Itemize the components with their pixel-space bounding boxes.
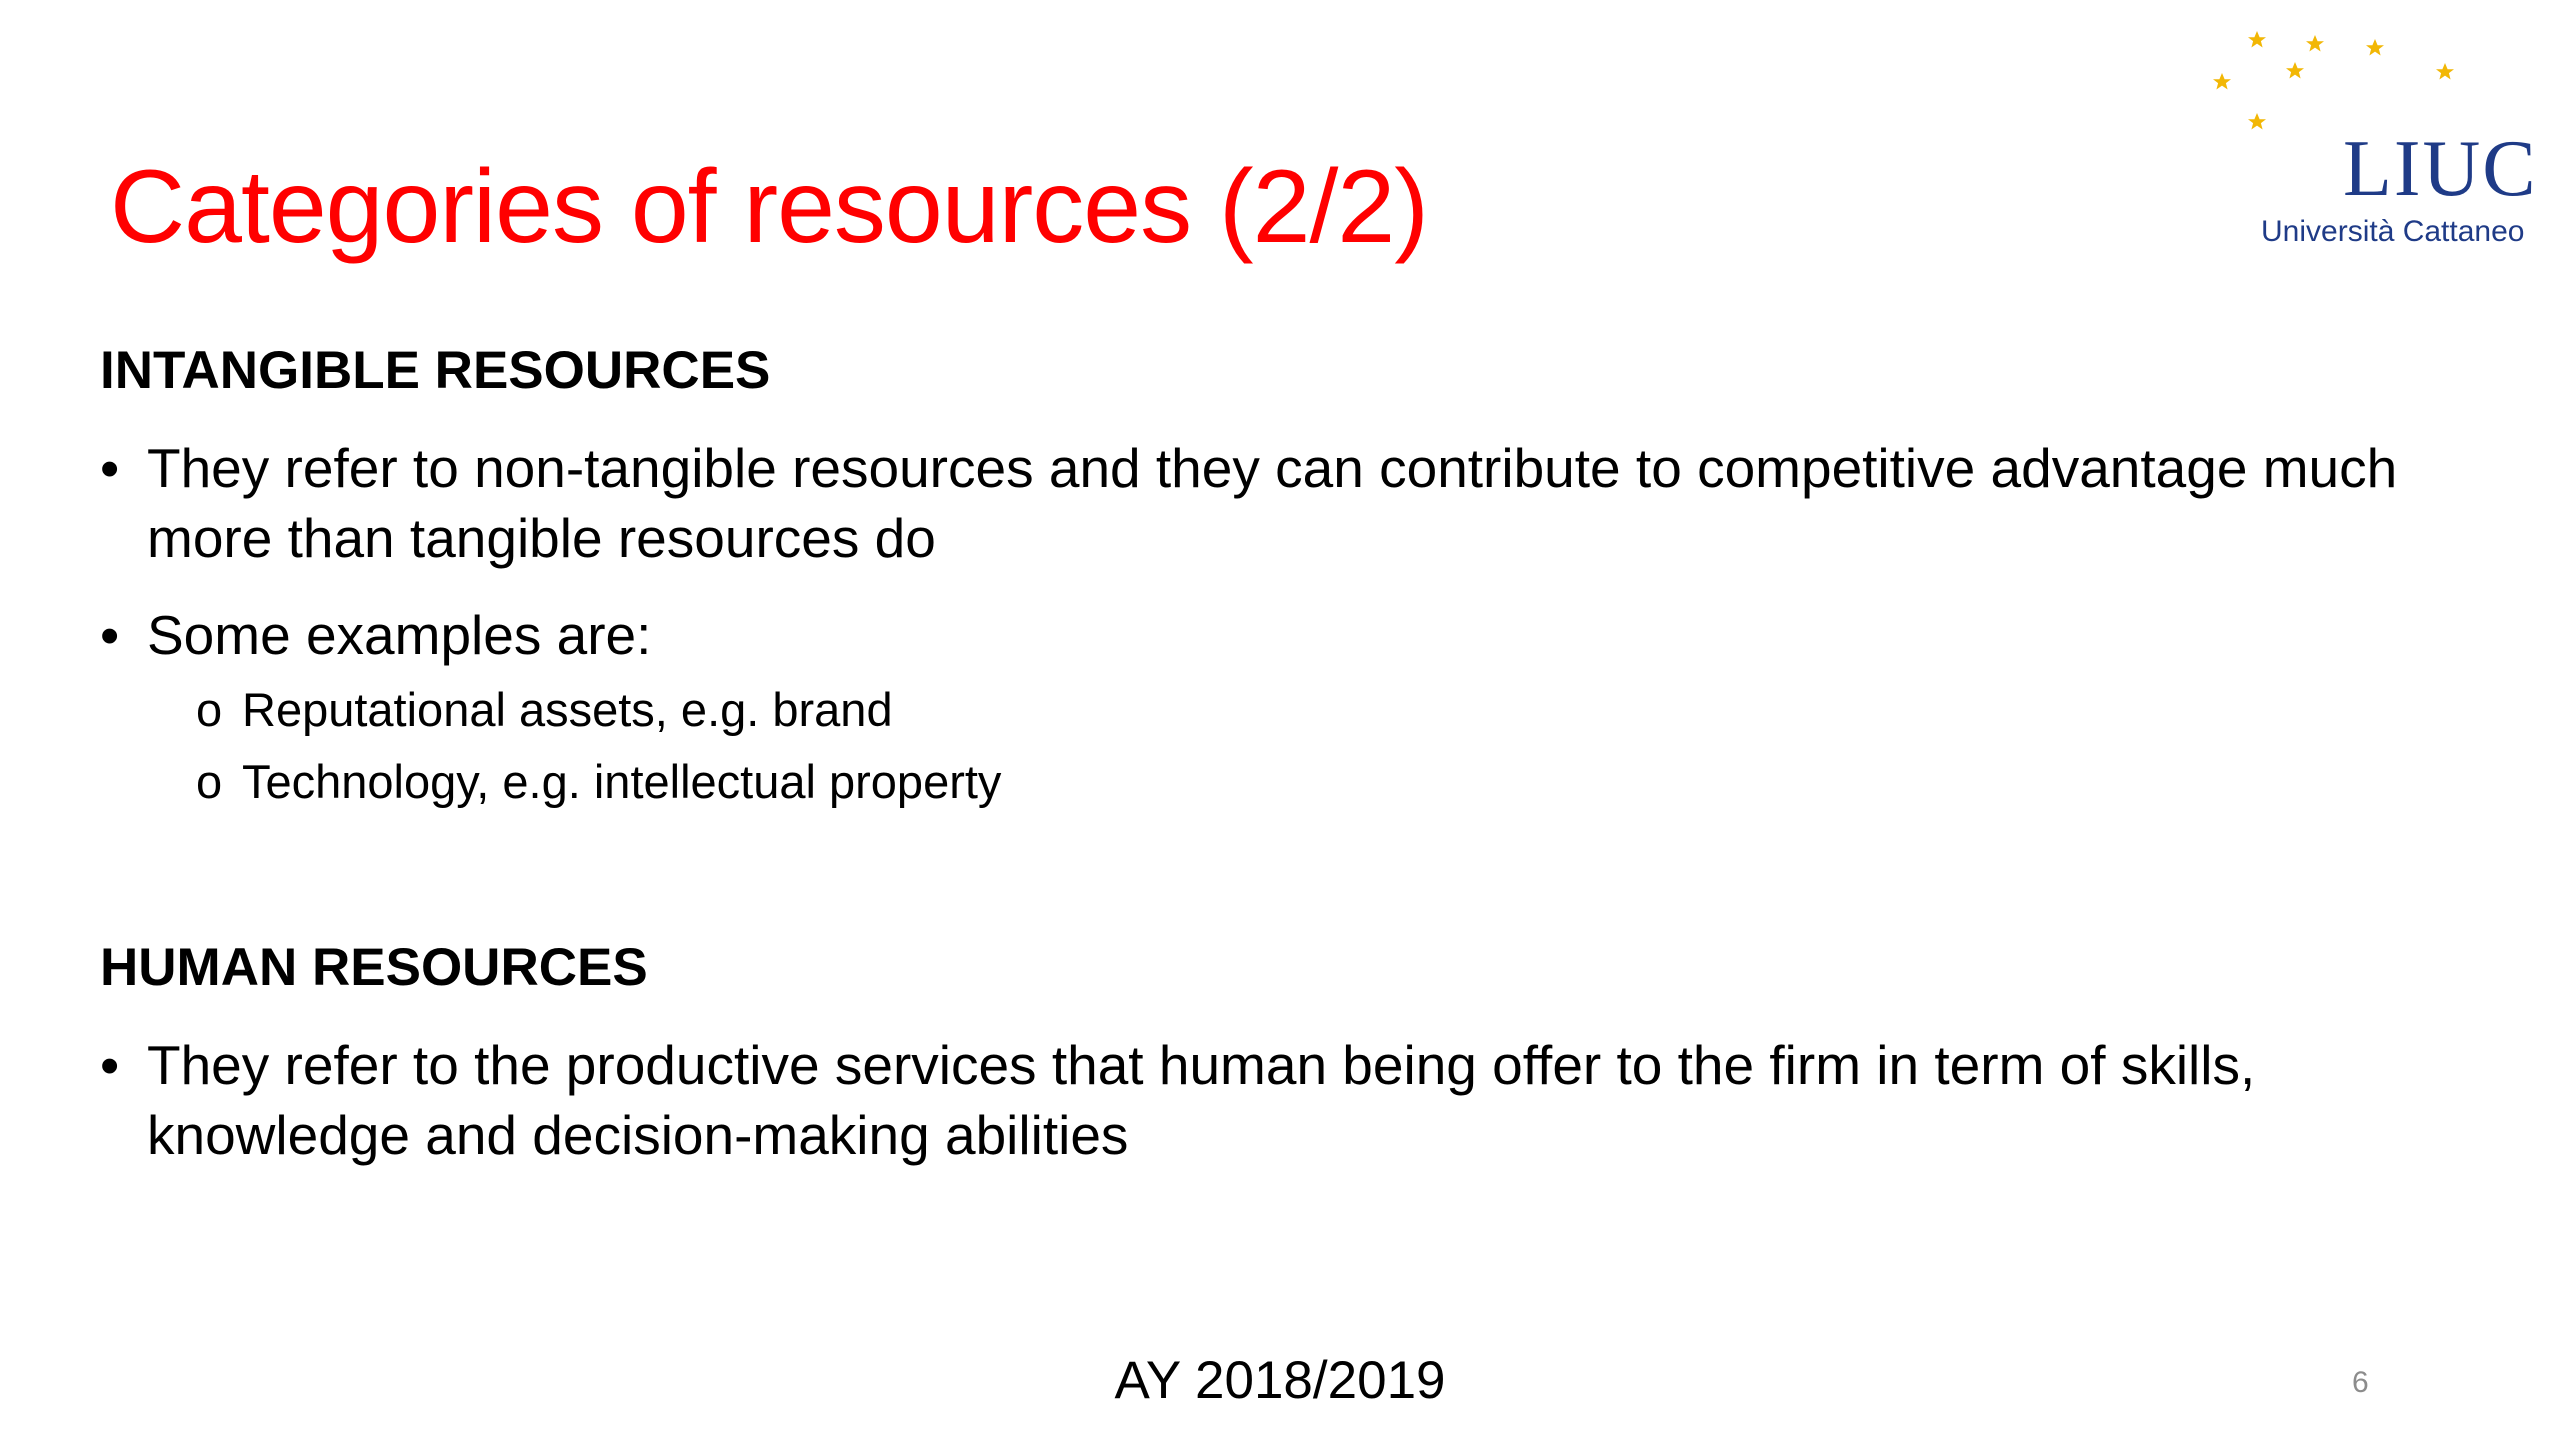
eu-stars-icon <box>2195 20 2495 140</box>
logo-subtitle: Università Cattaneo <box>2261 215 2525 248</box>
slide-number: 6 <box>2352 1366 2369 1399</box>
bullet-mark: • <box>100 604 120 666</box>
bullet-text: They refer to the productive services that human being offer to the firm in term of skills, knowledge and decision-making abilities <box>147 1034 2256 1166</box>
subbullet-item <box>196 680 893 740</box>
logo-wordmark: LIUC <box>2343 125 2538 213</box>
subbullet-mark: o <box>196 755 223 808</box>
bullet-item <box>100 1030 2400 1170</box>
intangible-resources-heading: INTANGIBLE RESOURCES <box>100 341 771 400</box>
human-resources-heading: HUMAN RESOURCES <box>100 938 648 997</box>
bullet-mark: • <box>100 1034 120 1096</box>
subbullet-text: Technology, e.g. intellectual property <box>242 755 1002 808</box>
bullet-item <box>100 600 2400 670</box>
subbullet-mark: o <box>196 683 223 736</box>
footer-academic-year: AY 2018/2019 <box>1114 1351 1446 1410</box>
bullet-text: They refer to non-tangible resources and they can contribute to competitive advantage much more than tangible resources do <box>147 437 2398 569</box>
subbullet-item <box>196 752 1001 812</box>
liuc-logo <box>2195 20 2560 260</box>
bullet-text: Some examples are: <box>147 604 652 666</box>
subbullet-text: Reputational assets, e.g. brand <box>242 683 893 736</box>
bullet-item <box>100 433 2400 573</box>
slide-title: Categories of resources (2/2) <box>110 149 1428 265</box>
bullet-mark: • <box>100 437 120 499</box>
